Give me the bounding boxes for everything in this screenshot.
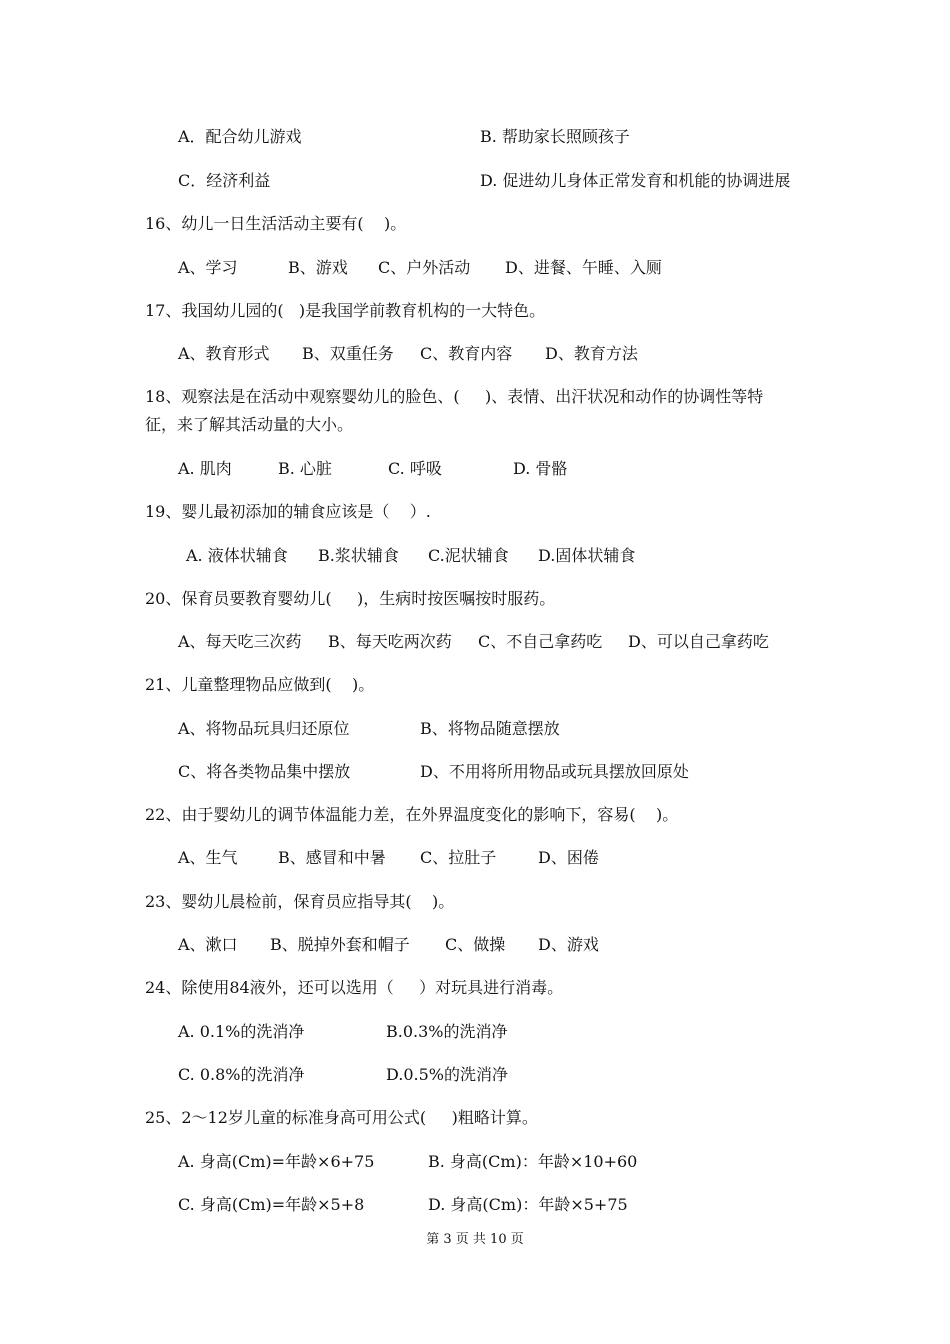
q19-stem: 19、婴儿最初添加的辅食应该是（ ）. — [145, 502, 431, 521]
q22-option-b: B、感冒和中暑 — [278, 848, 386, 867]
q16-option-c: C、户外活动 — [378, 258, 471, 277]
q24-option-a: A. 0.1%的洗消净 — [178, 1022, 305, 1041]
page-number: 第 3 页 共 10 页 — [426, 1232, 524, 1247]
q25-option-b: B. 身高(Cm)：年龄×10+60 — [428, 1152, 638, 1171]
q21-option-a: A、将物品玩具归还原位 — [178, 719, 350, 738]
q23-option-d: D、游戏 — [538, 935, 599, 954]
q17-option-d: D、教育方法 — [545, 344, 638, 363]
q24-option-b: B.0.3%的洗消净 — [386, 1022, 508, 1041]
q19-option-a: A. 液体状辅食 — [186, 546, 288, 565]
q21-option-d: D、不用将所用物品或玩具摆放回原处 — [420, 762, 689, 781]
q15-option-d: D. 促进幼儿身体正常发育和机能的协调进展 — [480, 171, 791, 190]
q18-stem-line2: 征，来了解其活动量的大小。 — [145, 415, 354, 434]
q25-stem: 25、2～12岁儿童的标准身高可用公式( )粗略计算。 — [145, 1108, 538, 1127]
q18-option-c: C. 呼吸 — [388, 459, 442, 478]
q25-option-a: A. 身高(Cm)=年龄×6+75 — [178, 1152, 375, 1171]
q16-option-a: A、学习 — [178, 258, 238, 277]
q19-option-c: C.泥状辅食 — [428, 546, 509, 565]
q20-option-a: A、每天吃三次药 — [178, 632, 302, 651]
q22-option-a: A、生气 — [178, 848, 238, 867]
q18-option-a: A. 肌肉 — [178, 459, 232, 478]
q15-option-a: A．配合幼儿游戏 — [178, 127, 302, 146]
q21-option-b: B、将物品随意摆放 — [420, 719, 560, 738]
q16-option-b: B、游戏 — [288, 258, 348, 277]
q23-option-c: C、做操 — [445, 935, 506, 954]
q16-stem: 16、幼儿一日生活活动主要有( )。 — [145, 214, 407, 233]
q15-option-b: B. 帮助家长照顾孩子 — [480, 127, 630, 146]
q20-option-c: C、不自己拿药吃 — [478, 632, 603, 651]
q24-option-d: D.0.5%的洗消净 — [386, 1065, 508, 1084]
q22-stem: 22、由于婴幼儿的调节体温能力差，在外界温度变化的影响下，容易( )。 — [145, 805, 679, 824]
q16-option-d: D、进餐、午睡、入厕 — [505, 258, 662, 277]
q19-option-b: B.浆状辅食 — [318, 546, 399, 565]
q21-stem: 21、儿童整理物品应做到( )。 — [145, 675, 375, 694]
q25-option-c: C. 身高(Cm)=年龄×5+8 — [178, 1195, 365, 1214]
q18-option-d: D. 骨骼 — [513, 459, 568, 478]
q24-option-c: C. 0.8%的洗消净 — [178, 1065, 305, 1084]
q17-option-c: C、教育内容 — [420, 344, 513, 363]
q23-option-a: A、漱口 — [178, 935, 238, 954]
q23-stem: 23、婴幼儿晨检前，保育员应指导其( )。 — [145, 892, 455, 911]
q22-option-c: C、拉肚子 — [420, 848, 497, 867]
q18-option-b: B. 心脏 — [278, 459, 332, 478]
q22-option-d: D、困倦 — [538, 848, 599, 867]
q20-option-b: B、每天吃两次药 — [328, 632, 452, 651]
q17-stem: 17、我国幼儿园的( )是我国学前教育机构的一大特色。 — [145, 301, 546, 320]
q20-stem: 20、保育员要教育婴幼儿( )，生病时按医嘱按时服药。 — [145, 589, 556, 608]
q20-option-d: D、可以自己拿药吃 — [628, 632, 769, 651]
q18-stem-line1: 18、观察法是在活动中观察婴幼儿的脸色、( )、表情、出汗状况和动作的协调性等特 — [145, 387, 764, 406]
q15-option-c: C．经济利益 — [178, 171, 271, 190]
q24-stem: 24、除使用84液外，还可以选用（ ）对玩具进行消毒。 — [145, 978, 564, 997]
q23-option-b: B、脱掉外套和帽子 — [270, 935, 410, 954]
q19-option-d: D.固体状辅食 — [538, 546, 636, 565]
q25-option-d: D. 身高(Cm)：年龄×5+75 — [428, 1195, 628, 1214]
q21-option-c: C、将各类物品集中摆放 — [178, 762, 351, 781]
q17-option-b: B、双重任务 — [302, 344, 394, 363]
q17-option-a: A、教育形式 — [178, 344, 270, 363]
